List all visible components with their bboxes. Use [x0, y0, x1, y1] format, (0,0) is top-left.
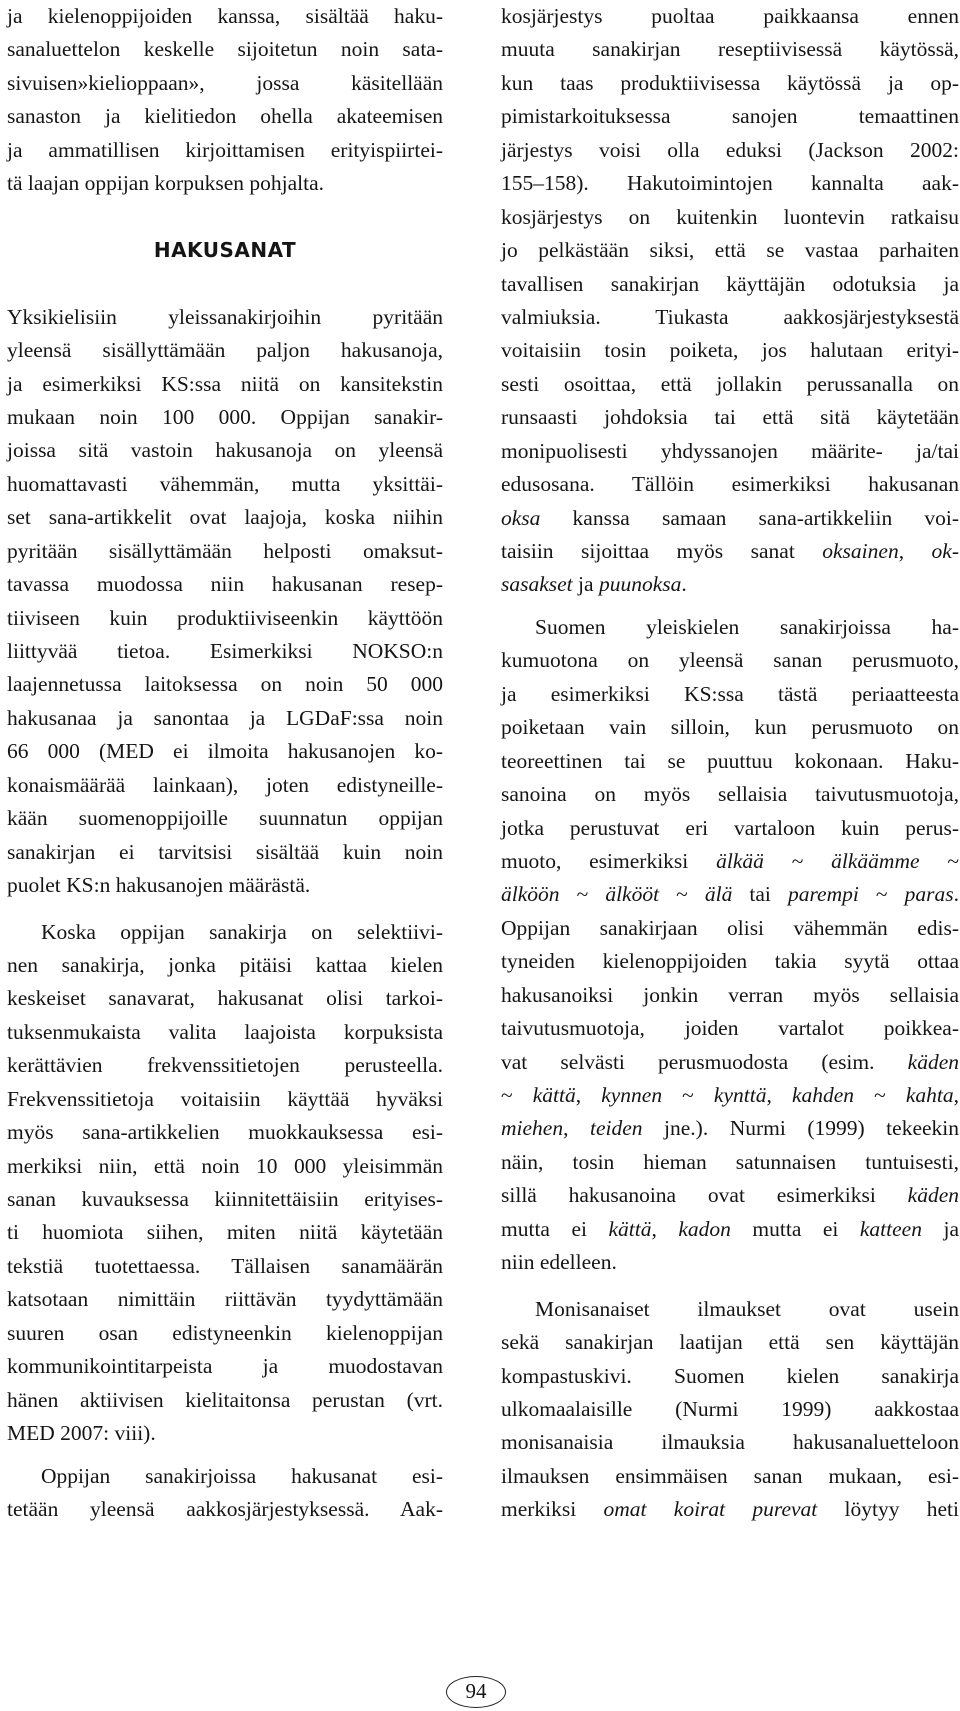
text-line: monipuolisesti yhdyssanojen määrite- ja/tai — [501, 438, 959, 463]
text-line: 66 000 (MED ei ilmoita hakusanojen ko- — [7, 739, 443, 764]
left-column — [7, 0, 443, 1526]
text-line: hänen aktiivisen kielitaitonsa perustan (vrt. — [7, 1387, 443, 1412]
text-line: mukaan noin 100 000. Oppijan sanakir- — [7, 404, 443, 429]
text-line: kommunikointitarpeista ja muodostavan — [7, 1354, 443, 1379]
text-line: myös sana-artikkelien muokkauksessa esi- — [7, 1120, 443, 1145]
text-line: ja esimerkiksi KS:ssa tästä periaatteesta — [501, 681, 959, 706]
text-line: kompastuskivi. Suomen kielen sanakirja — [501, 1363, 959, 1388]
paragraph — [7, 1460, 443, 1527]
text-line: hakusanaa ja sanontaa ja LGDaF:ssa noin — [7, 705, 443, 730]
text-line: Oppijan sanakirjaan olisi vähemmän edis- — [501, 915, 959, 940]
text-line: voitaisiin tosin poiketa, jos halutaan erityi- — [501, 338, 959, 363]
text-line: jo pelkästään siksi, että se vastaa parhaiten — [501, 238, 959, 263]
text-line: MED 2007: viii). — [7, 1421, 156, 1446]
text-line: sanaluettelon keskelle sijoitetun noin sata- — [7, 37, 443, 62]
text-line: 155–158). Hakutoimintojen kannalta aak- — [501, 171, 959, 196]
paragraph-gap — [501, 602, 959, 611]
text-line: järjestys voisi olla eduksi (Jackson 2002: — [501, 137, 959, 162]
text-line: sanakirjan ei tarvitsisi sisältää kuin noin — [7, 839, 443, 864]
text-line: oksa kanssa samaan sana-artikkeliin voi- — [501, 505, 959, 530]
text-line: jotka perustuvat eri vartaloon kuin perus- — [501, 815, 959, 840]
text-line: liittyvää tietoa. Esimerkiksi NOKSO:n — [7, 639, 443, 663]
text-line: taisiin sijoittaa myös sanat oksainen, ok- — [501, 539, 959, 563]
section-heading: HAKUSANAT — [153, 237, 297, 262]
text-line: suuren osan edistyneenkin kielenoppijan — [7, 1320, 443, 1345]
text-line: valmiuksia. Tiukasta aakkosjärjestyksestä — [501, 304, 959, 329]
paragraph — [501, 611, 959, 1280]
text-line: runsaasti johdoksia tai että sitä käytetään — [501, 405, 959, 430]
text-line: näin, tosin hieman satunnaisen tuntuisesti, — [501, 1149, 959, 1174]
text-line: taivutusmuotoja, joiden vartalot poikkea- — [501, 1016, 959, 1041]
right-column — [501, 0, 959, 1527]
text-line: Koska oppijan sanakirja on selektiivi- — [41, 919, 443, 944]
text-line: laajennetussa laitoksessa on noin 50 000 — [7, 672, 443, 697]
text-line: älköön ~ älkööt ~ älä tai parempi ~ paras. — [501, 882, 959, 907]
text-line: tä laajan oppijan korpuksen pohjalta. — [7, 171, 325, 196]
text-line: pimistarkoituksessa sanojen temaattinen — [501, 104, 959, 129]
intro-paragraph — [7, 0, 443, 201]
text-line: kumuotona on yleensä sanan perusmuoto, — [501, 648, 959, 673]
text-line: tavassa muodossa niin hakusanan resep- — [7, 572, 443, 597]
text-line: Frekvenssitietoja voitaisiin käyttää hyväksi — [7, 1086, 443, 1111]
text-line: set sana-artikkelit ovat laajoja, koska niihin — [7, 505, 443, 530]
text-line: huomattavasti vähemmän, mutta yksittäi- — [7, 471, 443, 496]
page-number: 94 — [446, 1676, 506, 1708]
text-line: joissa sitä vastoin hakusanoja on yleensä — [7, 438, 443, 463]
text-line: tyneiden kielenoppijoiden takia syytä ottaa — [501, 949, 959, 974]
text-line: yleensä sisällyttämään paljon hakusanoja, — [7, 338, 443, 363]
paragraph — [7, 301, 443, 903]
text-line: kosjärjestys on kuitenkin luontevin ratkaisu — [501, 204, 959, 229]
text-line: tetään yleensä aakkosjärjestyksessä. Aak- — [7, 1496, 443, 1521]
text-line: hakusanoiksi jonkin verran myös sellaisia — [501, 982, 959, 1007]
text-line: ja esimerkiksi KS:ssa niitä on kansitekstin — [7, 371, 443, 396]
text-line: kään suomenoppijoille suunnatun oppijan — [7, 806, 443, 831]
text-line: tekstiä tuotettaessa. Tällaisen sanamäärän — [7, 1253, 443, 1278]
paragraph-gap — [501, 1280, 959, 1293]
text-line: monisanaisia ilmauksia hakusanaluetteloon — [501, 1430, 959, 1455]
text-line: nen sanakirja, jonka pitäisi kattaa kielen — [7, 952, 443, 977]
text-line: kun taas produktiivisessa käytössä ja op- — [501, 70, 959, 95]
text-line: edusosana. Tällöin esimerkiksi hakusanan — [501, 472, 959, 497]
text-line: ulkomaalaisille (Nurmi 1999) aakkostaa — [501, 1396, 959, 1421]
text-line: vat selvästi perusmuodosta (esim. käden — [501, 1049, 959, 1074]
text-line: kerättävien frekvenssitietojen perusteella. — [7, 1053, 443, 1078]
text-line: sillä hakusanoina ovat esimerkiksi käden — [501, 1183, 959, 1208]
text-line: teoreettinen tai se puuttuu kokonaan. Haku- — [501, 748, 959, 773]
text-line: sanoina on myös sellaisia taivutusmuotoja, — [501, 782, 959, 807]
text-line: muoto, esimerkiksi älkää ~ älkäämme ~ — [501, 848, 959, 873]
text-line: Monisanaiset ilmaukset ovat usein — [535, 1296, 959, 1321]
text-line: sasakset ja puunoksa. — [501, 572, 687, 597]
text-line: puolet KS:n hakusanojen määrästä. — [7, 873, 311, 898]
text-line: Oppijan sanakirjoissa hakusanat esi- — [41, 1463, 443, 1488]
text-line: tavallisen sanakirjan käyttäjän odotuksia ja — [501, 271, 959, 296]
text-line: pyritään sisällyttämään helposti omaksut- — [7, 538, 443, 563]
text-line: ja ammatillisen kirjoittamisen erityispiirtei- — [7, 137, 443, 162]
text-line: sesti osoittaa, että jollakin perussanalla on — [501, 371, 959, 396]
paragraph — [501, 1293, 959, 1527]
text-line: ti huomiota siihen, miten niitä käytetään — [7, 1220, 443, 1245]
text-line: niin edelleen. — [501, 1250, 617, 1275]
text-line: tiiviseen kuin produktiiviseenkin käyttöön — [7, 605, 443, 630]
text-line: sanan kuvauksessa kiinnitettäisiin erityises- — [7, 1187, 443, 1211]
text-line: konaismäärää lainkaan), joten edistyneille- — [7, 772, 443, 797]
text-line: merkiksi omat koirat purevat löytyy heti — [501, 1497, 959, 1522]
text-line: merkiksi niin, että noin 10 000 yleisimmän — [7, 1153, 443, 1178]
paragraph — [7, 916, 443, 1451]
text-line: poiketaan vain silloin, kun perusmuoto on — [501, 715, 959, 740]
text-line: kosjärjestys puoltaa paikkaansa ennen — [501, 4, 959, 28]
text-line: sekä sanakirjan laatijan että sen käyttäjän — [501, 1330, 959, 1355]
paragraph-gap — [7, 1451, 443, 1460]
text-line: mutta ei kättä, kadon mutta ei katteen ja — [501, 1216, 959, 1241]
text-line: Yksikielisiin yleissanakirjoihin pyritään — [7, 304, 443, 329]
text-line: sivuisen»kielioppaan», jossa käsitellään — [7, 70, 443, 95]
text-line: miehen, teiden jne.). Nurmi (1999) tekeekin — [501, 1116, 960, 1141]
text-line: muuta sanakirjan reseptiivisessä käytössä, — [501, 37, 959, 62]
text-line: ~ kättä, kynnen ~ kynttä, kahden ~ kahta, — [501, 1083, 960, 1107]
text-line: ilmauksen ensimmäisen sanan mukaan, esi- — [501, 1463, 959, 1488]
paragraph — [501, 0, 959, 602]
text-line: Suomen yleiskielen sanakirjoissa ha- — [535, 614, 959, 639]
text-line: sanaston ja kielitiedon ohella akateemisen — [7, 104, 443, 129]
text-line: ja kielenoppijoiden kanssa, sisältää haku- — [7, 4, 443, 28]
text-line: tuksenmukaista valita laajoista korpuksista — [7, 1019, 443, 1044]
text-line: katsotaan nimittäin riittävän tyydyttämään — [7, 1287, 443, 1312]
paragraph-gap — [7, 903, 443, 916]
text-line: keskeiset sanavarat, hakusanat olisi tarkoi- — [7, 986, 443, 1011]
